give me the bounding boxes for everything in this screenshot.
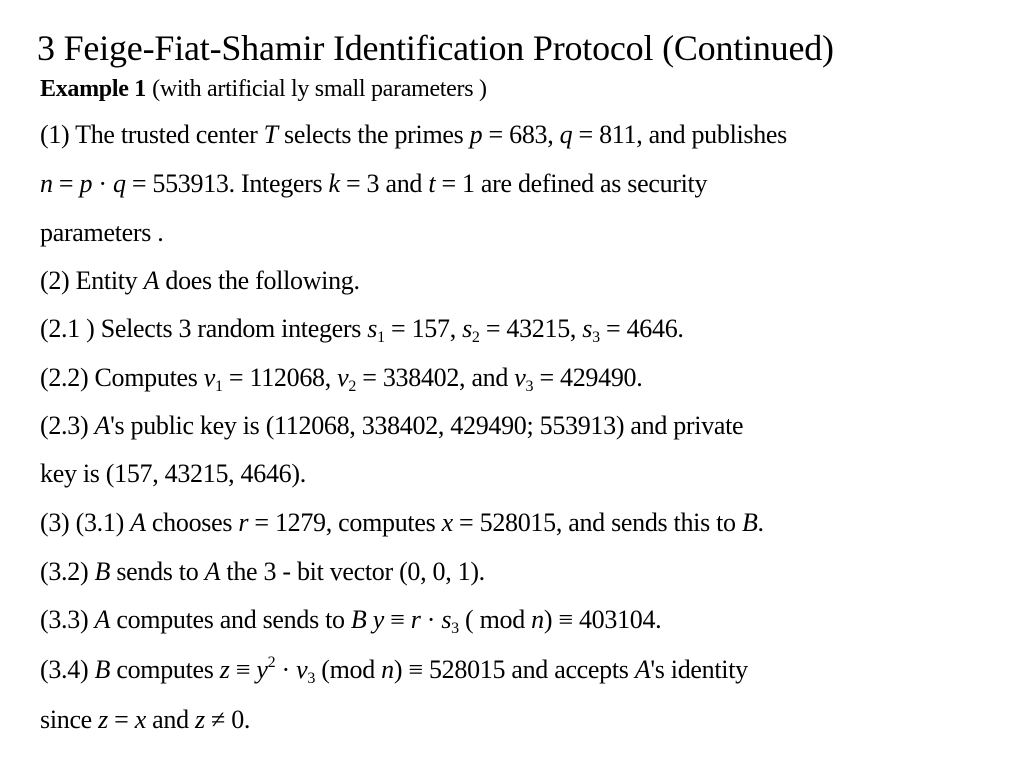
text-run: (2.1 ) Selects 3 random integers	[40, 314, 368, 343]
step-line	[40, 362, 642, 394]
text-run: computes	[110, 655, 220, 684]
math-variable: s	[582, 314, 593, 343]
text-run: the 3 - bit vector (0, 0, 1).	[220, 557, 485, 586]
step-line	[40, 556, 485, 588]
text-run: (3.3)	[40, 605, 95, 634]
text-run: = 1 are defined as security	[435, 169, 708, 198]
text-run: = 811, and publishes	[572, 120, 787, 149]
math-variable: n	[381, 655, 394, 684]
text-run: and	[145, 705, 196, 734]
example-heading	[40, 72, 487, 105]
math-variable: r	[238, 508, 249, 537]
text-run: = 157,	[384, 314, 463, 343]
text-run: selects the primes	[277, 120, 470, 149]
text-run: computes and sends to	[110, 605, 351, 634]
text-run: (1) The trusted center	[40, 120, 264, 149]
math-variable: y	[256, 655, 268, 684]
text-run: ·	[92, 169, 113, 198]
text-run: ≡	[383, 605, 411, 634]
text-run: .	[757, 508, 764, 537]
math-variable: x	[134, 705, 146, 734]
text-run: does the following.	[159, 266, 360, 295]
math-variable: A	[634, 655, 651, 684]
math-variable: z	[195, 705, 205, 734]
text-run: chooses	[145, 508, 239, 537]
text-run: = 112068,	[222, 363, 338, 392]
step-line	[40, 604, 661, 636]
math-variable: z	[219, 655, 230, 684]
math-subscript: 3	[525, 378, 534, 395]
math-variable: v	[296, 655, 308, 684]
text-run: = 1279, computes	[248, 508, 442, 537]
text-run: key is (157, 43215, 4646).	[40, 459, 306, 488]
step-line	[40, 119, 787, 151]
math-variable: p	[79, 169, 93, 198]
text-run: (3) (3.1)	[40, 508, 131, 537]
text-run: (2.2) Computes	[40, 363, 204, 392]
math-variable: v	[203, 363, 216, 392]
text-run: = 528015, and sends this to	[452, 508, 742, 537]
text-run: =	[52, 169, 80, 198]
math-variable: n	[40, 169, 53, 198]
text-run: 's public key is (112068, 338402, 429490; 553913) and private	[110, 411, 744, 440]
step-line	[40, 265, 360, 297]
math-variable: s	[462, 314, 472, 343]
text-run: =	[107, 705, 135, 734]
math-variable: k	[328, 169, 340, 198]
text-run: = 429490.	[533, 363, 643, 392]
text-run: since	[40, 705, 99, 734]
math-variable: T	[263, 120, 278, 149]
text-run: = 338402, and	[356, 363, 515, 392]
text-run: ) ≡ 403104.	[543, 605, 662, 634]
step-line	[40, 168, 707, 200]
math-variable: A	[94, 605, 111, 634]
step-line	[40, 410, 743, 442]
math-variable: v	[514, 363, 526, 392]
math-variable: A	[204, 557, 221, 586]
math-subscript: 3	[307, 670, 316, 687]
step-line	[40, 704, 250, 736]
math-variable: A	[130, 508, 146, 537]
math-variable: t	[428, 169, 436, 198]
math-subscript: 1	[215, 378, 223, 395]
math-variable: x	[441, 508, 453, 537]
example-label: Example 1	[40, 76, 146, 102]
math-variable: B	[741, 508, 758, 537]
math-variable: B	[350, 605, 367, 634]
text-run: = 553913. Integers	[125, 169, 329, 198]
math-variable: z	[98, 705, 108, 734]
text-run: sends to	[110, 557, 205, 586]
text-run: ) ≡ 528015 and accepts	[393, 655, 635, 684]
example-note: (with artificial ly small parameters )	[152, 76, 487, 102]
math-variable: n	[531, 605, 544, 634]
math-subscript: 2	[348, 378, 357, 395]
step-line	[40, 458, 306, 490]
math-variable: A	[94, 411, 111, 440]
math-variable: A	[143, 266, 160, 295]
text-run: parameters .	[40, 218, 164, 247]
math-variable: B	[94, 655, 111, 684]
text-run: ·	[420, 605, 442, 634]
slide-title: 3 Feige-Fiat-Shamir Identification Protocol (Continued)	[37, 28, 834, 68]
text-run: = 3 and	[339, 169, 429, 198]
text-run: (3.2)	[40, 557, 95, 586]
math-variable: s	[441, 605, 452, 634]
math-variable: s	[367, 314, 378, 343]
math-variable: q	[559, 120, 573, 149]
math-subscript: 1	[377, 329, 385, 346]
text-run: (2.3)	[40, 411, 95, 440]
text-run: (2) Entity	[40, 266, 144, 295]
text-run: = 4646.	[599, 314, 684, 343]
math-variable: r	[410, 605, 421, 634]
step-line	[40, 654, 748, 686]
step-line	[40, 217, 163, 249]
math-variable: q	[112, 169, 126, 198]
text-run: ·	[275, 655, 297, 684]
math-variable: p	[469, 120, 483, 149]
text-run: = 43215,	[479, 314, 583, 343]
math-variable: y	[372, 605, 384, 634]
math-variable: v	[337, 363, 349, 392]
text-run: (mod	[315, 655, 382, 684]
text-run: ≠ 0.	[204, 705, 251, 734]
math-subscript: 3	[451, 620, 459, 637]
text-run: (3.4)	[40, 655, 95, 684]
math-subscript: 2	[471, 329, 480, 346]
step-line	[40, 313, 684, 345]
math-variable: B	[94, 557, 111, 586]
math-superscript: 2	[267, 654, 276, 671]
text-run: 's identity	[650, 655, 748, 684]
step-line	[40, 507, 764, 539]
text-run: = 683,	[482, 120, 560, 149]
text-run: ≡	[229, 655, 257, 684]
math-subscript: 3	[592, 329, 600, 346]
text-run: ( mod	[458, 605, 532, 634]
